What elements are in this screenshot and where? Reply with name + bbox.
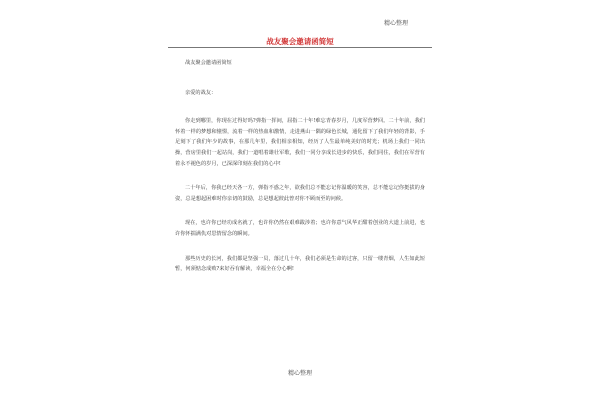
document-body: [175, 58, 425, 275]
paragraph: 现在，也许你已经功成名就了，也许你仍然在艰难跋涉着；也许你意气风华正酣着创业的大道上前进，也许你怀揣满仇对思情留念的瞬间。: [175, 220, 425, 237]
header-label: 精心整理: [383, 20, 408, 27]
document-subtitle: 战友聚会邀请函简短: [185, 60, 232, 66]
title-divider: [168, 47, 432, 48]
greeting-line: 亲爱的战友：: [185, 89, 217, 96]
footer-label: 精心整理: [287, 370, 312, 377]
paragraph: 你走到哪里，你现在过得好吗?弹指一挥间，屈指二十年!难忘青春岁月，几度军营梦回。二十年前，我们怀着一样的梦想和憧憬，流着一样的热血和激情，走进燕山一隅的绿色长城，通化留下了我们年轻的背影，手足刻下了我们年少的故事，在那几年里，我们相亲相知，经历了人生最单纯美好的时光；机场上我们一同出操，营房里我们一起站岗，我们一道唱着雄壮军歌，我们一同分享成长进步的快乐，我们同住，我们在军营有着永不褪色的岁月，已深深印刻在我们的心中!: [175, 118, 425, 167]
paragraph: 那些历史的长河，我们都是坚强一员，落过几十年，我们必须是生命的过客，只留一缕青烟，人生如此短暂，何须惦念成败?来好吞有解读，幸福全在分心啊!: [175, 255, 425, 273]
document-title: 战友聚会邀请函简短: [266, 37, 334, 46]
paragraph: 二十年后，你我已经天各一方，弹指不惑之年，欲我们总不能忘记你温暖的笑容，总不能忘记你挺拔的身姿，总是想起困难时你亲切的鼓励，总是想起彼此曾对你不顾而至的问候。: [175, 185, 425, 202]
